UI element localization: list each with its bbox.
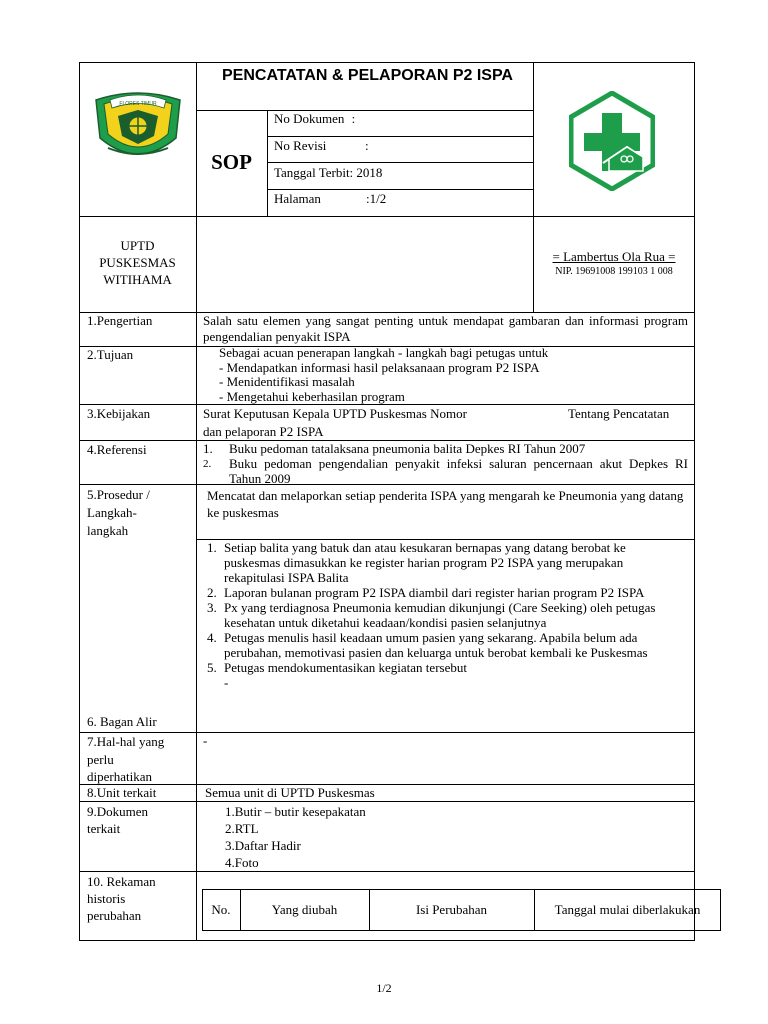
bagan-text: Px yang terdiagnosa Pneumonia kemudian dikunjungi (Care Seeking) oleh petugas kesehatan untuk diketahui keadaan/kondisi pasien selanjutnya [224, 600, 656, 630]
tujuan-line: Sebagai acuan penerapan langkah - langkah bagi petugas untuk [219, 345, 549, 360]
tujuan-label: 2.Tujuan [87, 347, 134, 362]
table-header-cell: No. [211, 902, 231, 917]
bagan-item [207, 630, 683, 660]
bagan-item [207, 660, 683, 675]
meta-value: : [365, 138, 369, 153]
bagan-text: Laporan bulanan program P2 ISPA diambil dari register harian program P2 ISPA [224, 585, 645, 600]
bagan-dash: - [224, 675, 229, 690]
referensi-text: Buku pedoman pengendalian penyakit infeksi saluran pencernaan akut Depkes RI Tahun 2009 [229, 456, 688, 486]
list-number: 4. [207, 630, 217, 645]
tujuan-text [219, 346, 548, 404]
divider [79, 871, 695, 872]
bagan-label: 6. Bagan Alir [87, 714, 157, 729]
meta-row-halaman [274, 191, 387, 207]
table-header-cell: Yang diubah [271, 902, 338, 917]
regency-crest-logo [88, 86, 188, 170]
divider [79, 732, 695, 733]
kebijakan-text-b: Tentang Pencatatan [568, 406, 670, 421]
tujuan-line: - Menidentifikasi masalah [219, 374, 355, 389]
document-title: PENCATATAN & PELAPORAN P2 ISPA [222, 67, 513, 84]
prosedur-label [87, 486, 150, 540]
rekaman-label [87, 873, 156, 924]
table-header-cell: Isi Perubahan [415, 902, 488, 917]
dokumen-label [87, 803, 148, 837]
prosedur-label-line: Langkah- [87, 505, 137, 520]
tujuan-line: - Mengetahui keberhasilan program [219, 388, 405, 404]
prosedur-text: Mencatat dan melaporkan setiap penderita ISPA yang mengarah ke Pneumonia yang datang ke puskesmas [207, 488, 684, 520]
divider [196, 312, 197, 941]
prosedur-label-line: 5.Prosedur / [87, 487, 150, 502]
hal-label [87, 733, 164, 786]
divider [196, 62, 197, 312]
list-number: 5. [207, 660, 217, 675]
org-line: UPTD [120, 238, 155, 253]
unit-text: Semua unit di UPTD Puskesmas [205, 785, 375, 800]
org-name [79, 237, 196, 288]
list-number: 1. [203, 441, 213, 456]
divider [79, 216, 695, 217]
bagan-text: Petugas mendokumentasikan kegiatan tersebut [224, 660, 467, 675]
dokumen-item: 1.Butir – butir kesepakatan [225, 804, 366, 819]
list-number: 1. [207, 540, 217, 555]
org-line: PUSKESMAS [99, 255, 176, 270]
divider [267, 189, 533, 190]
bagan-item [207, 585, 683, 600]
bagan-text: Setiap balita yang batuk dan atau kesukaran bernapas yang datang berobat ke puskesmas dimasukkan ke register harian program P2 ISPA yang merupakan rekapitulasi ISPA Balita [224, 540, 626, 585]
kebijakan-text-c: dan pelaporan P2 ISPA [203, 424, 324, 439]
divider [79, 404, 695, 405]
bagan-list [207, 540, 683, 690]
meta-label: Tanggal Terbit: [274, 165, 354, 180]
page-number: 1/2 [376, 981, 392, 995]
meta-label: No Dokumen [274, 111, 345, 126]
bagan-text: Petugas menulis hasil keadaan umum pasien yang sekarang. Apabila belum ada perubahan, memotivasi pasien dan keluarga untuk berobat kembali ke Puskesmas [224, 630, 648, 660]
dokumen-label-line: terkait [87, 821, 121, 836]
divider [196, 110, 533, 111]
table-header-cell: Tanggal mulai diberlakukan [554, 902, 701, 917]
sop-label: SOP [211, 150, 252, 174]
dokumen-item: 3.Daftar Hadir [225, 838, 301, 853]
meta-row-tanggal [274, 165, 382, 181]
referensi-item [203, 457, 688, 486]
meta-row-dokumen [274, 111, 355, 127]
unit-label: 8.Unit terkait [87, 785, 157, 800]
divider [79, 784, 695, 785]
signer-nip: NIP. 19691008 199103 1 008 [555, 266, 673, 277]
puskesmas-logo [569, 91, 655, 191]
rekaman-label-line: 10. Rekaman [87, 874, 156, 889]
list-number: 2. [203, 458, 212, 470]
hal-label-line: diperhatikan [87, 769, 152, 784]
meta-value: 2018 [356, 165, 383, 180]
bagan-item [207, 540, 683, 585]
pengertian-label: 1.Pengertian [87, 313, 153, 328]
divider [267, 136, 533, 137]
meta-value: :1/2 [366, 191, 387, 206]
meta-label: Halaman [274, 191, 321, 206]
list-number: 3. [207, 600, 217, 615]
kebijakan-label: 3.Kebijakan [87, 406, 151, 421]
hal-label-line: perlu [87, 751, 114, 767]
list-number: 2. [207, 585, 217, 600]
hal-label-line: 7.Hal-hal yang [87, 734, 165, 749]
bagan-item [207, 600, 683, 630]
divider [267, 110, 268, 216]
hal-text: - [203, 733, 208, 748]
dokumen-list [225, 803, 366, 871]
tujuan-line: - Mendapatkan informasi hasil pelaksanaan program P2 ISPA [219, 359, 540, 375]
divider [267, 162, 533, 163]
rekaman-label-line: perubahan [87, 908, 142, 923]
meta-value: : [351, 111, 356, 126]
rekaman-label-line: historis [87, 891, 126, 906]
crest-banner-text: FLORES TIMUR [119, 101, 157, 107]
meta-row-revisi [274, 138, 369, 154]
pengertian-text: Salah satu elemen yang sangat penting untuk mendapat gambaran dan informasi program pengendalian penyakit ISPA [203, 313, 688, 344]
kebijakan-text-a: Surat Keputusan Kepala UPTD Puskesmas Nomor [203, 406, 467, 421]
org-line: WITIHAMA [103, 272, 172, 287]
referensi-text: Buku pedoman tatalaksana pneumonia balita Depkes RI Tahun 2007 [229, 441, 586, 456]
dokumen-label-line: 9.Dokumen [87, 804, 149, 819]
referensi-item [203, 442, 688, 457]
dokumen-item: 2.RTL [225, 821, 259, 836]
dokumen-item: 4.Foto [225, 855, 259, 870]
meta-label: No Revisi [274, 138, 327, 153]
signer-name: = Lambertus Ola Rua = [552, 249, 676, 264]
prosedur-label-line: langkah [87, 523, 129, 538]
referensi-label: 4.Referensi [87, 442, 147, 457]
divider [79, 801, 695, 802]
